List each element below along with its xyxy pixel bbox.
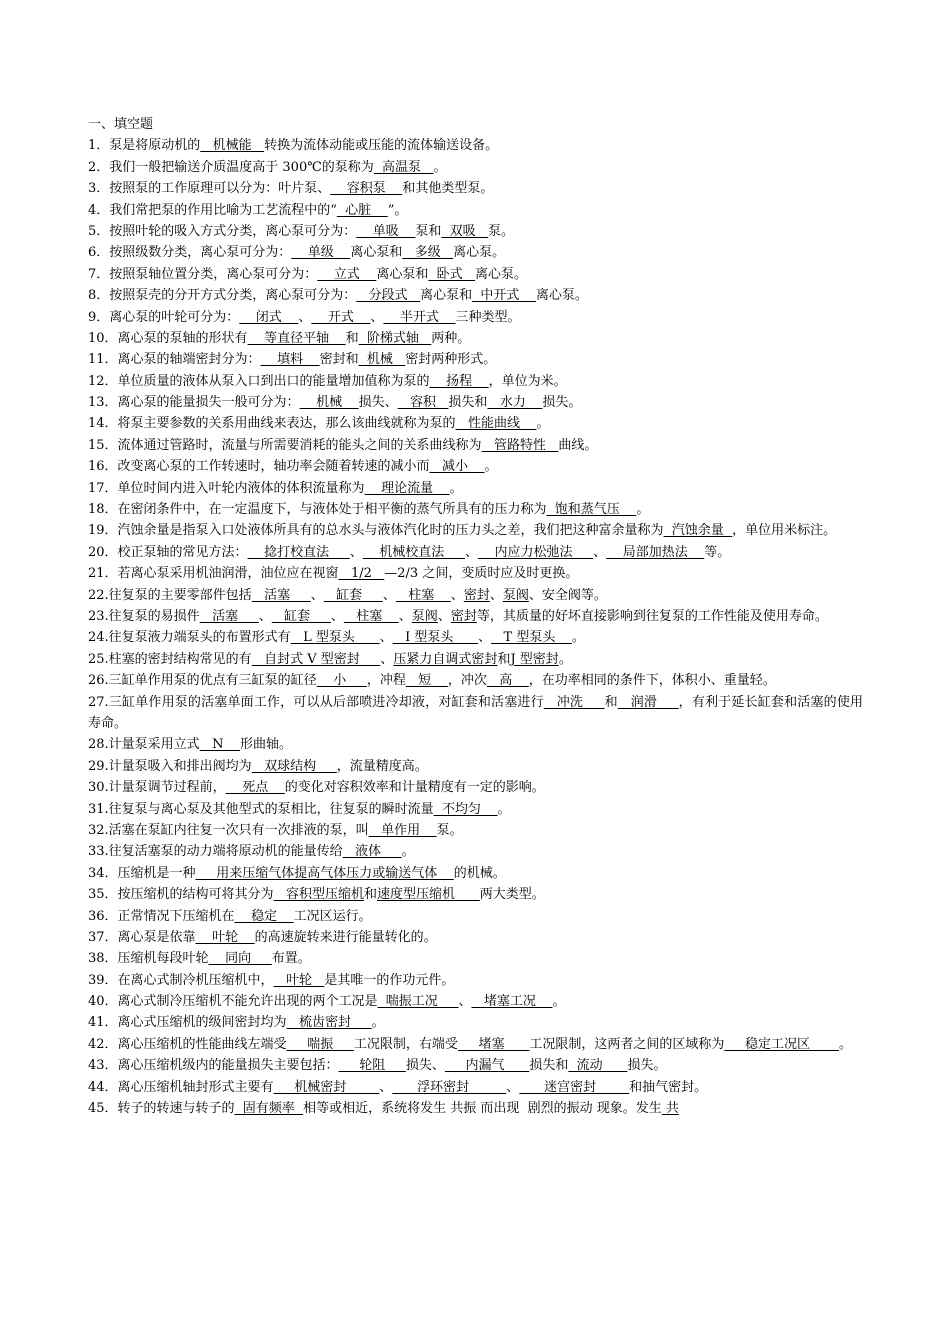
question-text: 等，其质量的好坏直接影响到往复泵的工作性能及使用寿命。 (476, 609, 828, 624)
answer-blank: J 型密封 (510, 651, 559, 667)
question-text: 和 (604, 694, 618, 710)
question-text: 20．校正泵轴的常见方法： (88, 544, 248, 560)
answer-blank: 用来压缩气体提高气体压力或输送气体 (195, 865, 454, 881)
question-text: 5．按照叶轮的吸入方式分类，离心泵可分为： (88, 223, 357, 239)
answer-blank: 液体 (342, 844, 402, 860)
question-text: 、 (506, 1079, 520, 1095)
question-text: 34．压缩机是一种 (88, 865, 196, 881)
question-text: 损失、 (358, 395, 398, 411)
answer-blank: T 型泵头 (491, 630, 572, 646)
question-text: 26.三缸单作用泵的优点有三缸泵的缸径 (88, 673, 317, 689)
answer-blank: 开式 (311, 309, 371, 325)
question-item (88, 499, 863, 520)
question-text: 32.活塞在泵缸内往复一次只有一次排液的泵，叫 (88, 822, 369, 838)
question-text: 16．改变离心泵的工作转速时，轴功率会随着转速的减小而 (88, 459, 430, 475)
question-item (88, 777, 863, 798)
question-item (88, 1012, 863, 1033)
question-text: 、 (489, 587, 503, 603)
answer-blank: 叶轮 (273, 972, 325, 988)
answer-blank: 稳定工况区 (724, 1036, 839, 1052)
answer-blank: 水力 (487, 395, 543, 411)
question-item (88, 863, 863, 884)
question-text: 、安全阀等。 (528, 587, 607, 603)
section-heading: 一、填空题 (88, 117, 154, 132)
question-text: ，在功率相同的条件下，体积小、重量轻。 (528, 673, 776, 689)
answer-blank: 小 (316, 673, 367, 689)
question-item (88, 692, 863, 735)
question-item (88, 435, 863, 456)
question-text: 和 (345, 330, 359, 346)
question-text: ，单位为米。 (488, 373, 567, 389)
answer-blank: 活塞 (251, 587, 311, 603)
answer-blank: 性能曲线 (455, 416, 537, 432)
answer-blank: 扬程 (429, 373, 489, 389)
question-text: 泵。 (436, 822, 463, 838)
question-item (88, 285, 863, 306)
answer-blank: 双球结构 (251, 758, 337, 774)
answer-blank: 压紧力自调式密封 (393, 651, 498, 667)
answer-blank: 容积型压缩机 (273, 887, 364, 903)
answer-blank: 迷宫密封 (519, 1079, 630, 1095)
question-text: 33.往复活塞泵的动力端将原动机的能量传给 (88, 844, 343, 860)
question-item (88, 392, 863, 413)
question-item (88, 413, 863, 434)
answer-blank: 等直径平轴 (247, 330, 346, 346)
answer-blank: 泵阀 (411, 609, 438, 624)
question-item (88, 734, 863, 755)
answer-blank: 闭式 (239, 309, 299, 325)
question-item (88, 478, 863, 499)
question-item (88, 200, 863, 221)
document-page (88, 114, 863, 1119)
question-text: 、 (382, 587, 396, 603)
question-text: —2/3 之间，变质时应及时更换。 (384, 566, 579, 582)
question-text: 损失和 (448, 395, 488, 411)
question-item (88, 349, 863, 370)
answer-blank: 喘振 (286, 1036, 354, 1052)
question-text: 两种。 (431, 330, 471, 346)
question-text: 损失、 (405, 1058, 445, 1074)
answer-blank: 双吸 (441, 223, 489, 239)
question-text: 、 (450, 587, 464, 603)
question-text: 44．离心压缩机轴封形式主要有 (88, 1079, 274, 1095)
answer-blank: 共 (661, 1101, 679, 1117)
question-text: 和 (497, 651, 511, 667)
question-text: 损失和 (529, 1058, 569, 1074)
answer-blank: 冲洗 (543, 694, 605, 710)
answer-blank: 内应力松弛法 (477, 544, 594, 560)
question-text: 形曲轴。 (240, 737, 293, 753)
answer-blank: 汽蚀余量 (663, 523, 733, 539)
question-item (88, 627, 863, 648)
question-item (88, 756, 863, 777)
question-item (88, 456, 863, 477)
question-text: 14．将泵主要参数的关系用曲线来表达，那么该曲线就称为泵的 (88, 416, 456, 432)
question-text: 30.计量泵调节过程前， (88, 780, 226, 796)
question-text: 37．离心泵是依靠 (88, 929, 196, 945)
question-item (88, 906, 863, 927)
answer-blank: 分段式 (356, 288, 421, 304)
question-item (88, 157, 863, 178)
question-item (88, 606, 863, 627)
answer-blank: 高 (486, 673, 529, 689)
answer-blank: 稳定 (234, 908, 294, 924)
question-text: 的高速旋转来进行能量转化的。 (254, 929, 437, 945)
question-item (88, 1077, 863, 1098)
question-item (88, 563, 863, 584)
question-text: 35．按压缩机的结构可将其分为 (88, 887, 274, 903)
question-text: 15．流体通过管路时，流量与所需要消耗的能头之间的关系曲线称为 (88, 437, 482, 453)
question-text: 25.柱塞的密封结构常见的有 (88, 651, 252, 667)
question-text: 、 (310, 587, 324, 603)
question-text: 29.计量泵吸入和排出阀均为 (88, 758, 252, 774)
question-text: ，冲程 (366, 673, 406, 689)
question-text: 17．单位时间内进入叶轮内液体的体积流量称为 (88, 480, 365, 496)
question-text: 。 (558, 651, 572, 667)
answer-blank: 多级 (402, 245, 454, 261)
question-text: 6．按照级数分类，离心泵可分为： (88, 245, 292, 261)
answer-blank: 高温泵 (373, 159, 434, 175)
answer-blank: 叶轮 (195, 929, 255, 945)
question-text: 、 (370, 309, 384, 325)
question-text: 11．离心泵的轴端密封分为： (88, 352, 261, 368)
question-item (88, 670, 863, 691)
answer-blank: 密封 (463, 587, 490, 603)
question-text: 。 (449, 480, 463, 496)
question-item (88, 948, 863, 969)
answer-blank: 速度型压缩机 (376, 887, 480, 903)
question-text: 。 (536, 416, 550, 432)
question-text: 、 (478, 630, 492, 646)
answer-blank: I 型泵头 (392, 630, 479, 646)
question-item (88, 242, 863, 263)
question-text: 、 (464, 544, 478, 560)
question-text: 28.计量泵采用立式 (88, 737, 200, 753)
question-item (88, 135, 863, 156)
answer-blank: 机械能 (200, 138, 265, 154)
question-text: 13．离心泵的能量损失一般可分为： (88, 395, 300, 411)
answer-blank: 半开式 (383, 309, 456, 325)
answer-blank: 死点 (225, 780, 285, 796)
question-item (88, 178, 863, 199)
question-text: 三种类型。 (455, 309, 521, 325)
question-item (88, 820, 863, 841)
question-text: 、 (437, 609, 451, 624)
question-text: 离心泵。 (475, 266, 528, 282)
question-text: 和抽气密封。 (629, 1079, 708, 1095)
question-list (88, 135, 863, 1119)
question-text: 工况区运行。 (293, 908, 372, 924)
question-text: 40．离心式制冷压缩机不能允许出现的两个工况是 (88, 994, 378, 1010)
answer-blank: L 型泵头 (290, 630, 380, 646)
question-text: 、 (398, 609, 412, 624)
answer-blank: 理论流量 (364, 480, 450, 496)
question-text: 泵和 (415, 223, 442, 239)
question-text: 43．离心压缩机级内的能量损失主要包括： (88, 1058, 339, 1074)
answer-blank: 浮环密封 (392, 1079, 507, 1095)
answer-blank: 中开式 (472, 288, 536, 304)
question-text: 23.往复泵的易损件 (88, 609, 200, 624)
answer-blank: 柱塞 (395, 587, 451, 603)
question-text: 。 (838, 1036, 852, 1052)
answer-blank: 饱和蒸气压 (546, 502, 637, 518)
question-item (88, 264, 863, 285)
answer-blank: 机械密封 (273, 1079, 380, 1095)
answer-blank: 心脏 (336, 202, 388, 218)
answer-blank: 泵阀 (502, 587, 529, 603)
question-text: 离心泵和 (350, 245, 403, 261)
answer-blank: 固有频率 (234, 1101, 304, 1117)
question-text: 22.往复泵的主要零部件包括 (88, 587, 252, 603)
question-item (88, 927, 863, 948)
answer-blank: 同向 (208, 951, 272, 967)
answer-blank: 柱塞 (343, 609, 399, 624)
answer-blank: 缸套 (271, 609, 331, 624)
question-item (88, 585, 863, 606)
question-text: 、 (258, 609, 272, 624)
answer-blank: 缸套 (323, 587, 383, 603)
question-text: 曲线。 (558, 437, 598, 453)
question-item (88, 328, 863, 349)
question-item (88, 841, 863, 862)
question-text: 和其他类型泵。 (402, 181, 494, 197)
answer-blank: 机械校直法 (362, 544, 465, 560)
answer-blank: 捻打校直法 (247, 544, 350, 560)
question-text: 相等或相近，系统将发生 共振 而出现 剧烈的振动 现象。发生 (303, 1101, 662, 1117)
answer-blank: 短 (405, 673, 448, 689)
question-item (88, 542, 863, 563)
question-text: 18．在密闭条件中，在一定温度下，与液体处于相平衡的蒸气所具有的压力称为 (88, 502, 547, 518)
question-item (88, 991, 863, 1012)
question-text: 。 (552, 994, 566, 1010)
answer-blank: 喘振工况 (377, 994, 459, 1010)
answer-blank: 容积泵 (330, 181, 403, 197)
answer-blank: 活塞 (199, 609, 259, 624)
question-item (88, 1034, 863, 1055)
question-text: 。 (484, 459, 498, 475)
question-text: 损失。 (542, 395, 582, 411)
answer-blank: 梳齿密封 (286, 1015, 372, 1031)
question-text: 和 (363, 887, 377, 903)
answer-blank: 局部加热法 (606, 544, 705, 560)
question-text: 27.三缸单作用泵的活塞单面工作，可以从后部喷进冷却液，对缸套和活塞进行 (88, 694, 544, 710)
question-text: 。 (371, 1015, 385, 1031)
answer-blank: 1/2 (338, 566, 385, 582)
question-text: 。 (401, 844, 415, 860)
question-text: 布置。 (271, 951, 311, 967)
question-text: 12．单位质量的液体从泵入口到出口的能量增加值称为泵的 (88, 373, 430, 389)
answer-blank: 流动 (568, 1058, 628, 1074)
question-text: 损失。 (627, 1058, 667, 1074)
answer-blank: 立式 (317, 266, 377, 282)
question-text: 、 (380, 651, 394, 667)
answer-blank: 减小 (429, 459, 485, 475)
question-item (88, 799, 863, 820)
question-text: 42．离心压缩机的性能曲线左端受 (88, 1036, 287, 1052)
question-text: ，冲次 (447, 673, 487, 689)
answer-blank: 内漏气 (444, 1058, 530, 1074)
answer-blank: 堵塞 (457, 1036, 530, 1052)
answer-blank: 单吸 (356, 223, 416, 239)
question-text: 21．若离心泵采用机油润滑，油位应在视窗 (88, 566, 339, 582)
question-item (88, 1098, 863, 1119)
question-text: 9．离心泵的叶轮可分为： (88, 309, 240, 325)
question-text: 、 (349, 544, 363, 560)
question-text: 泵。 (488, 223, 515, 239)
answer-blank: 不均匀 (433, 801, 498, 817)
answer-blank: 管路特性 (481, 437, 559, 453)
question-text: 、 (379, 1079, 393, 1095)
question-text: 8．按照泵壳的分开方式分类，离心泵可分为： (88, 288, 357, 304)
question-text: ，有利于延长缸套和活塞的使用寿命。 (88, 694, 863, 731)
answer-blank: 自封式 V 型密封 (251, 651, 381, 667)
question-text: 24.往复泵液力端泵头的布置形式有 (88, 630, 291, 646)
question-text: 。 (497, 801, 511, 817)
question-item (88, 970, 863, 991)
question-item (88, 520, 863, 541)
answer-blank: N (199, 737, 240, 753)
question-text: ，单位用米标注。 (732, 523, 837, 539)
question-text: 离心泵和 (420, 288, 473, 304)
question-text: 、 (458, 994, 472, 1010)
question-item (88, 649, 863, 670)
question-text: 工况限制，右端受 (353, 1036, 458, 1052)
question-text: 离心泵。 (453, 245, 506, 261)
question-text: 离心泵和 (376, 266, 429, 282)
answer-blank: 容积 (397, 395, 449, 411)
question-text: 38．压缩机每段叶轮 (88, 951, 209, 967)
question-text: 、 (593, 544, 607, 560)
answer-blank: 单作用 (368, 822, 437, 838)
question-text: 。 (636, 502, 650, 518)
question-text: 的变化对容积效率和计量精度有一定的影响。 (284, 780, 545, 796)
question-text: 的机械。 (453, 865, 506, 881)
answer-blank: 润滑 (617, 694, 679, 710)
question-item (88, 1055, 863, 1076)
question-text: 密封和 (319, 352, 359, 368)
question-text: 是其唯一的作功元件。 (324, 972, 455, 988)
question-item (88, 884, 863, 905)
answer-blank: 填料 (260, 352, 320, 368)
question-text: 19．汽蚀余量是指泵入口处液体所具有的总水头与液体汽化时的压力头之差，我们把这种富余量称为 (88, 523, 664, 539)
answer-blank: 机械 (358, 352, 406, 368)
question-text: 4．我们常把泵的作用比喻为工艺流程中的“ (88, 202, 337, 218)
question-text: 45．转子的转速与转子的 (88, 1101, 235, 1117)
answer-blank: 轮阻 (338, 1058, 406, 1074)
question-text: 、 (330, 609, 344, 624)
question-text: 工况限制，这两者之间的区域称为 (529, 1036, 725, 1052)
question-text: 、 (379, 630, 393, 646)
question-text: 转换为流体动能或压能的流体输送设备。 (264, 138, 499, 154)
question-text: ，流量精度高。 (336, 758, 428, 774)
question-text: 密封两种形式。 (405, 352, 497, 368)
question-text: 1．泵是将原动机的 (88, 138, 201, 154)
question-item (88, 307, 863, 328)
question-text: 36．正常情况下压缩机在 (88, 908, 235, 924)
answer-blank: 密封 (450, 609, 477, 624)
question-text: 离心泵。 (535, 288, 588, 304)
question-text: 等。 (704, 544, 731, 560)
question-text: 10．离心泵的泵轴的形状有 (88, 330, 248, 346)
question-text: ”。 (387, 202, 408, 218)
question-text: 。 (433, 159, 447, 175)
question-text: 两大类型。 (479, 887, 545, 903)
question-text: 41．离心式压缩机的级间密封均为 (88, 1015, 287, 1031)
question-text: 。 (571, 630, 585, 646)
answer-blank: 单级 (291, 245, 351, 261)
question-text: 2．我们一般把输送介质温度高于 300℃的泵称为 (88, 159, 374, 175)
answer-blank: 阶梯式轴 (358, 330, 432, 346)
answer-blank: 卧式 (428, 266, 476, 282)
question-text: 31.往复泵与离心泵及其他型式的泵相比，往复泵的瞬时流量 (88, 801, 434, 817)
question-item (88, 371, 863, 392)
question-item (88, 221, 863, 242)
question-text: 7．按照泵轴位置分类，离心泵可分为： (88, 266, 318, 282)
question-text: 39．在离心式制冷机压缩机中， (88, 972, 274, 988)
question-text: 3．按照泵的工作原理可以分为：叶片泵、 (88, 181, 331, 197)
question-text: 、 (298, 309, 312, 325)
answer-blank: 机械 (299, 395, 359, 411)
answer-blank: 堵塞工况 (471, 994, 553, 1010)
